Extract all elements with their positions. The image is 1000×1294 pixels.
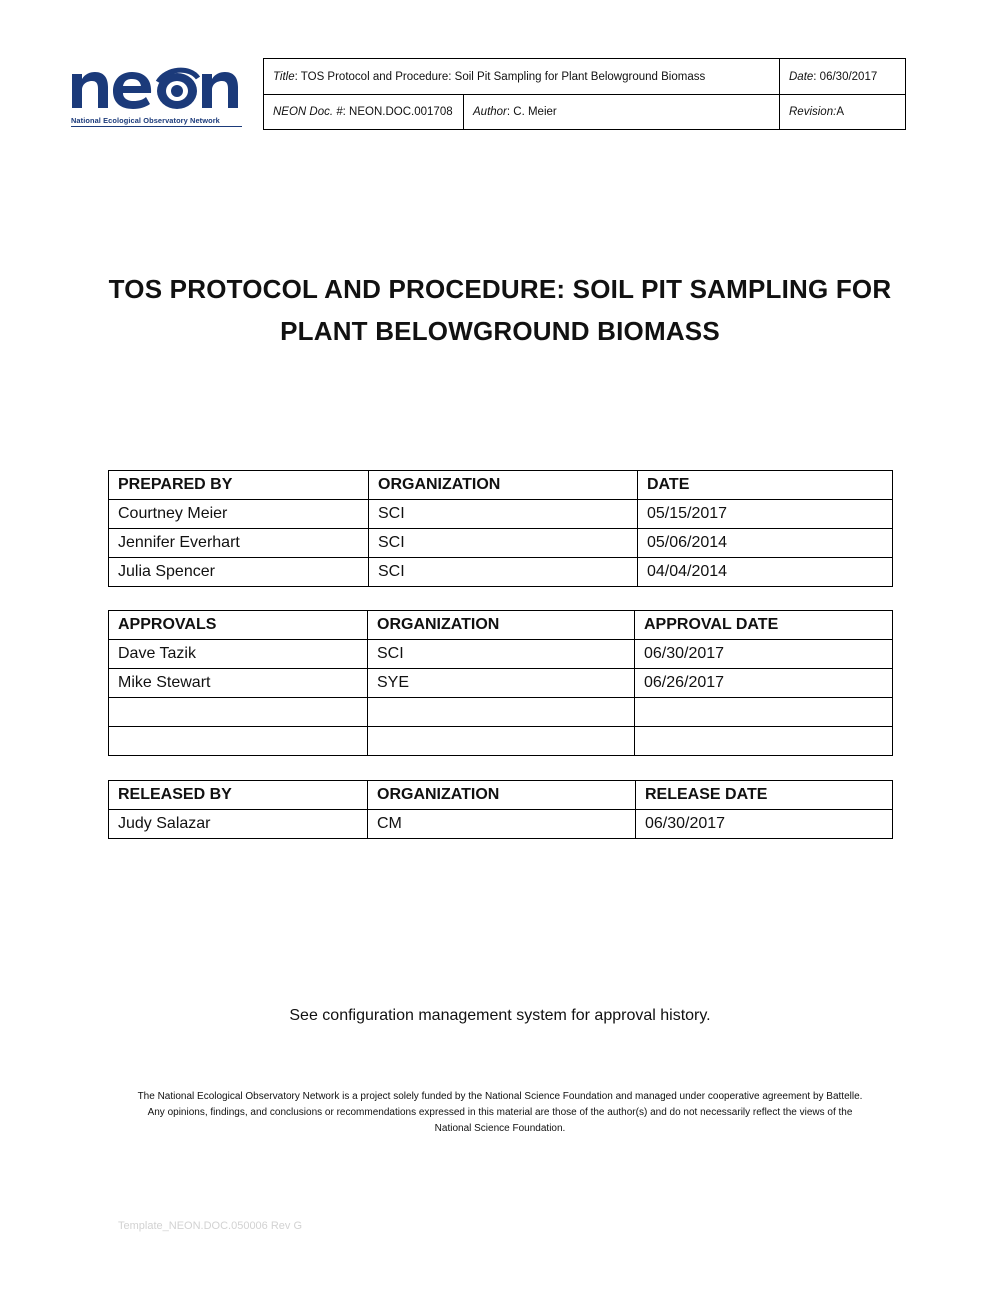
table-row	[109, 558, 893, 587]
approval-date: 06/26/2017	[635, 669, 893, 698]
table-header-row	[109, 611, 893, 640]
disclaimer-line: The National Ecological Observatory Network is a project solely funded by the National Science Foundation and managed under cooperative agreement by Battelle.	[137, 1091, 863, 1102]
organization: SCI	[369, 529, 638, 558]
released-by-table	[108, 780, 893, 839]
date-value: : 06/30/2017	[813, 70, 878, 83]
column-header: ORGANIZATION	[368, 611, 635, 640]
doc-number-value: : NEON.DOC.001708	[342, 106, 453, 118]
column-header: ORGANIZATION	[369, 471, 638, 500]
approver-name	[109, 698, 368, 727]
neon-logo	[70, 62, 242, 128]
document-title	[100, 268, 900, 352]
approval-date	[635, 698, 893, 727]
document-header-table	[263, 58, 906, 130]
organization: SYE	[368, 669, 635, 698]
date: 05/15/2017	[638, 500, 893, 529]
document-title-line-2: PLANT BELOWGROUND BIOMASS	[280, 316, 720, 346]
column-header: DATE	[638, 471, 893, 500]
funding-disclaimer	[110, 1089, 890, 1137]
column-header: ORGANIZATION	[368, 781, 636, 810]
header-doc-number-cell	[264, 95, 464, 129]
approver-name	[109, 727, 368, 756]
organization: CM	[368, 810, 636, 839]
table-row	[109, 669, 893, 698]
table-header-row	[109, 781, 893, 810]
table-row	[109, 698, 893, 727]
template-identifier: Template_NEON.DOC.050006 Rev G	[118, 1220, 303, 1232]
approvals-table	[108, 610, 893, 756]
approver-name: Mike Stewart	[109, 669, 368, 698]
title-label: Title	[273, 70, 295, 83]
author-value: : C. Meier	[506, 106, 557, 118]
preparer-name: Julia Spencer	[109, 558, 369, 587]
neon-wordmark-icon	[70, 62, 242, 110]
organization: SCI	[368, 640, 635, 669]
table-row	[109, 810, 893, 839]
preparer-name: Jennifer Everhart	[109, 529, 369, 558]
prepared-by-table	[108, 470, 893, 587]
date: 04/04/2014	[638, 558, 893, 587]
release-date: 06/30/2017	[636, 810, 893, 839]
header-author-cell	[464, 95, 780, 129]
revision-value: A	[836, 106, 844, 118]
organization	[368, 698, 635, 727]
revision-label: Revision:	[789, 106, 837, 118]
column-header: RELEASE DATE	[636, 781, 893, 810]
organization: SCI	[369, 558, 638, 587]
header-revision-cell	[780, 95, 905, 129]
column-header: APPROVALS	[109, 611, 368, 640]
approver-name: Dave Tazik	[109, 640, 368, 669]
author-label: Author	[473, 106, 507, 118]
column-header: RELEASED BY	[109, 781, 368, 810]
title-value: : TOS Protocol and Procedure: Soil Pit Sampling for Plant Belowground Biomass	[294, 70, 706, 83]
disclaimer-line: National Science Foundation.	[434, 1123, 566, 1134]
column-header: APPROVAL DATE	[635, 611, 893, 640]
table-row	[109, 500, 893, 529]
approval-date: 06/30/2017	[635, 640, 893, 669]
date-label: Date	[789, 70, 814, 83]
disclaimer-line: Any opinions, findings, and conclusions or recommendations expressed in this material are those of the author(s) and do not necessarily reflect the views of the	[147, 1107, 853, 1118]
header-title-cell	[264, 59, 780, 95]
doc-number-label: NEON Doc. #	[273, 106, 343, 118]
approval-history-note: See configuration management system for approval history.	[289, 1007, 711, 1024]
document-title-line-1: TOS PROTOCOL AND PROCEDURE: SOIL PIT SAMPLING FOR	[108, 274, 892, 304]
approval-date	[635, 727, 893, 756]
date: 05/06/2014	[638, 529, 893, 558]
table-header-row	[109, 471, 893, 500]
organization	[368, 727, 635, 756]
releaser-name: Judy Salazar	[109, 810, 368, 839]
table-row	[109, 640, 893, 669]
header-date-cell	[780, 59, 905, 95]
organization: SCI	[369, 500, 638, 529]
table-row	[109, 529, 893, 558]
logo-subtitle: National Ecological Observatory Network	[71, 116, 242, 127]
column-header: PREPARED BY	[109, 471, 369, 500]
preparer-name: Courtney Meier	[109, 500, 369, 529]
table-row	[109, 727, 893, 756]
